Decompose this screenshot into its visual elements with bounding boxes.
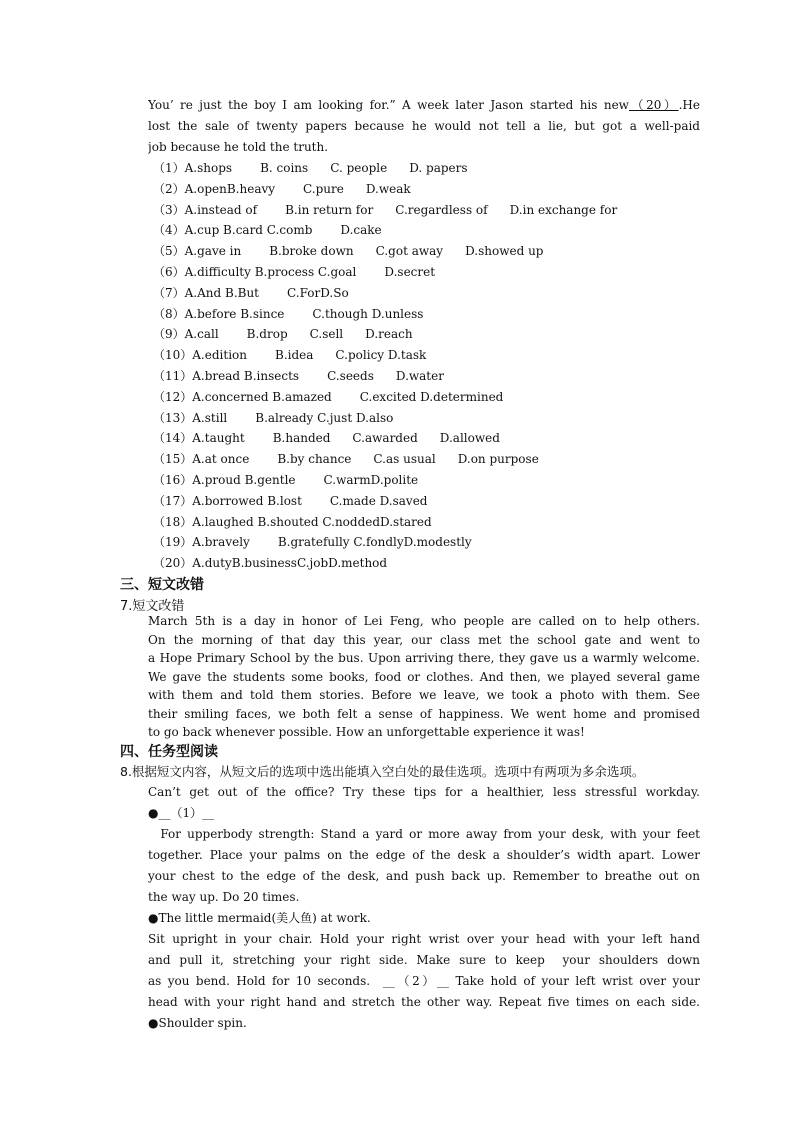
passage-line-3: job because he told the truth.: [148, 140, 329, 154]
passage-line: and pull it, stretching your right side. Make sure to keep your shoulders down: [148, 953, 700, 967]
option-text: B. coins: [260, 161, 309, 175]
passage-line: March 5th is a day in honor of Lei Feng, who people are called on to help others.: [148, 614, 700, 628]
option-row: [153, 220, 713, 241]
option-text: （16）A.proud B.gentle: [153, 472, 296, 487]
intro-line: Can’t get out of the office? Try these tips for a healthier, less stressful workday.: [148, 785, 700, 799]
option-text: C.though D.unless: [312, 306, 424, 321]
passage-line: as you bend. Hold for 10 seconds. __（2）__ Take hold of your left wrist over your: [148, 974, 700, 988]
passage-line: the way up. Do 20 times.: [148, 890, 300, 904]
option-text: C.as usual: [373, 452, 436, 467]
option-row: [153, 470, 713, 491]
passage-line: For upperbody strength: Stand a yard or more away from your desk, with your feet: [148, 827, 700, 841]
passage-line: a Hope Primary School by the bus. Upon arriving there, they gave us a warmly welcome.: [148, 651, 700, 665]
passage-line: together. Place your palms on the edge of the desk a shoulder’s width apart. Lower: [148, 848, 700, 862]
option-text: D. papers: [409, 161, 468, 175]
option-text: D.allowed: [439, 431, 500, 446]
option-text: （10）A.edition: [153, 348, 247, 363]
option-row: [153, 200, 713, 221]
option-text: C.warmD.polite: [323, 472, 419, 487]
option-text: （3）A.instead of: [153, 202, 258, 217]
section4-instruction: 8.根据短文内容，从短文后的选项中选出能填入空白处的最佳选项。选项中有两项为多余选项。: [120, 764, 645, 779]
passage-line: head with your right hand and stretch the other way. Repeat five times on each side.: [148, 995, 700, 1009]
passage-line-2: lost the sale of twenty papers because he would not tell a lie, but got a well-paid: [148, 119, 700, 133]
passage-line: On the morning of that day this year, our class met the school gate and went to: [148, 632, 700, 647]
option-text: （2）A.openB.heavy: [153, 181, 276, 196]
option-row: [153, 512, 713, 533]
section3-heading: 三、短文改错: [120, 577, 204, 593]
passage-line: We gave the students some books, food or clothes. And then, we played several game: [148, 669, 700, 684]
option-row: [153, 408, 713, 429]
option-text: （11）A.bread B.insects: [153, 368, 300, 383]
option-text: （14）A.taught: [153, 431, 245, 446]
option-text: （12）A.concerned B.amazed: [153, 389, 332, 404]
option-text: （15）A.at once: [153, 452, 250, 467]
option-text: C. people: [330, 161, 388, 175]
option-text: D.reach: [365, 327, 413, 342]
option-row: [153, 428, 713, 449]
upper-body-tip: [148, 824, 700, 908]
option-text: C.sell: [309, 327, 344, 342]
option-text: C.got away: [375, 244, 444, 259]
blank-1: ●__（1）__: [148, 806, 215, 820]
option-text: D.water: [395, 368, 444, 383]
option-text: （4）A.cup B.card C.comb: [153, 223, 313, 238]
passage-top: [148, 95, 700, 158]
option-text: D.on purpose: [457, 452, 539, 467]
option-row: [153, 179, 713, 200]
option-text: （20）A.dutyB.businessC.jobD.method: [153, 556, 388, 571]
passage-line: your chest to the edge of the desk, and push back up. Remember to breathe out on: [148, 869, 700, 883]
section4-heading: 四、任务型阅读: [120, 744, 218, 760]
mermaid-tip: [148, 929, 700, 1013]
option-text: D.weak: [365, 181, 411, 196]
shoulder-title: ●Shoulder spin.: [148, 1016, 247, 1030]
option-text: B.in return for: [285, 202, 374, 217]
section3-label: 7.短文改错: [120, 599, 185, 614]
option-text: （18）A.laughed B.shouted C.noddedD.stared: [153, 514, 432, 529]
option-text: B.by chance: [277, 452, 352, 467]
option-row: [153, 491, 713, 512]
option-text: B.handed: [272, 431, 331, 446]
option-text: （1）A.shops: [153, 161, 233, 175]
option-row: [153, 262, 713, 283]
option-row: [153, 449, 713, 470]
option-text: （9）A.call: [153, 327, 219, 342]
option-text: B.gratefully C.fondlyD.modestly: [277, 535, 472, 550]
option-row: [153, 158, 713, 179]
option-text: （5）A.gave in: [153, 244, 242, 259]
option-text: C.excited D.determined: [359, 389, 504, 404]
mermaid-title: ●The little mermaid(美人鱼) at work.: [148, 911, 371, 925]
option-text: （6）A.difficulty B.process C.goal: [153, 264, 357, 279]
option-row: [153, 283, 713, 304]
option-text: （7）A.And B.But: [153, 285, 260, 300]
option-text: （8）A.before B.since: [153, 306, 285, 321]
passage-line: to go back whenever possible. How an unforgettable experience it was!: [148, 725, 585, 739]
passage-line: their smiling faces, we both felt a sense of happiness. We went home and promised: [148, 706, 700, 721]
option-text: D.secret: [384, 264, 436, 279]
option-text: C.seeds: [327, 368, 374, 383]
option-row: [153, 345, 713, 366]
option-text: B.already C.just D.also: [255, 410, 394, 425]
option-row: [153, 241, 713, 262]
option-text: B.drop: [246, 327, 288, 342]
passage-line: Sit upright in your chair. Hold your right wrist over your head with your left hand: [148, 932, 700, 946]
task-reading-passage: [148, 782, 700, 1034]
option-text: C.policy D.task: [335, 348, 427, 363]
error-correction-passage: [148, 612, 700, 742]
options-list: [153, 158, 713, 574]
blank-20: （20）: [628, 98, 679, 112]
passage-line: with them and told them stories. Before we leave, we took a photo with them. See: [148, 688, 700, 702]
option-text: C.awarded: [352, 431, 418, 446]
option-row: [153, 304, 713, 325]
option-row: [153, 324, 713, 345]
option-text: B.idea: [275, 348, 314, 363]
option-text: C.pure: [303, 181, 344, 196]
option-row: [153, 366, 713, 387]
option-text: （17）A.borrowed B.lost: [153, 493, 302, 508]
option-text: C.made D.saved: [329, 493, 428, 508]
option-text: D.cake: [340, 223, 382, 238]
option-text: （13）A.still: [153, 410, 228, 425]
option-text: C.ForD.So: [287, 285, 349, 300]
option-row: [153, 387, 713, 408]
passage-line-1: You’ re just the boy I am looking for.” A week later Jason started his new（20）.He: [148, 98, 700, 112]
option-text: B.broke down: [269, 244, 354, 259]
option-text: D.showed up: [465, 244, 544, 259]
option-text: （19）A.bravely: [153, 535, 250, 550]
option-row: [153, 532, 713, 553]
option-row: [153, 553, 713, 574]
option-text: C.regardless of: [395, 202, 488, 217]
option-text: D.in exchange for: [509, 202, 618, 217]
